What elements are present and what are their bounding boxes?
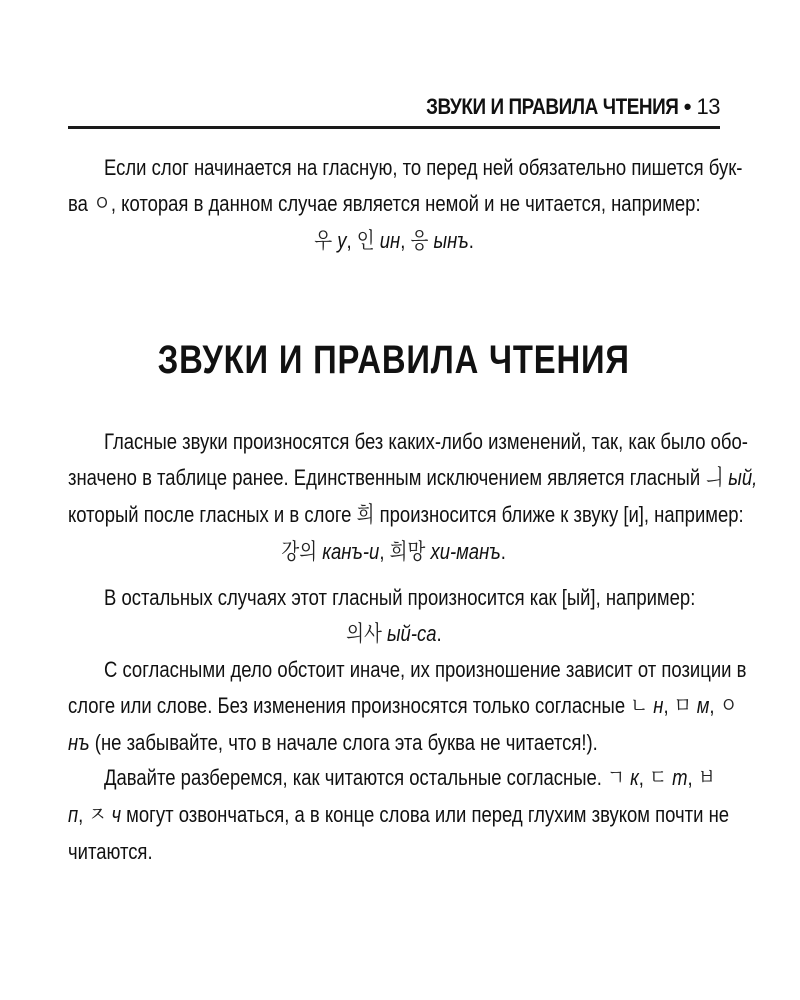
running-header [68,92,720,129]
p4-line-2: п, ㅈ ч могут озвончаться, а в конце слова или перед глухим звуком почти не [68,802,730,828]
korean-letter: ㄷ [649,766,667,791]
paragraph-consonants [68,652,747,761]
korean-letter: ㄴ [630,694,649,719]
korean-letter: ㅁ [673,694,692,719]
p3-line-2: слоге или слове. Без изменения произносятся только согласные ㄴ н, ㅁ м, ㅇ [68,693,738,719]
korean-letter: ㅂ [697,766,716,791]
korean-letter: ㅢ [705,466,724,491]
paragraph-voicing [68,760,730,870]
p1-line-2: значено в таблице ранее. Единственным исключением является гласный ㅢ ый, [68,465,758,491]
p4-line-3: читаются. [68,839,153,864]
p4-line-1: Давайте разберемся, как читаются остальные согласные. ㄱ к, ㄷ т, ㅂ [104,765,716,791]
paragraph-other-cases [68,580,720,653]
p3-line-1: С согласными дело обстоит иначе, их произношение зависит от позиции в [104,657,747,682]
korean-letter: ㅇ [93,192,111,217]
intro-line-2: ва ㅇ, которая в данном случае является немой и не читается, например: [68,191,701,217]
korean-example: 희망 [389,540,426,565]
korean-letter: ㅇ [719,694,738,719]
korean-example: 인 [356,229,375,254]
paragraph-vowels [68,424,758,571]
page-number: 13 [696,94,720,119]
p1-examples: 강의 канъ-и, 희망 хи-манъ. [281,539,507,565]
running-header-title: ЗВУКИ И ПРАВИЛА ЧТЕНИЯ [425,94,679,119]
p3-line-3: нъ (не забывайте, что в начале слога эта буква не читается!). [68,730,598,755]
p1-line-3: который после гласных и в слоге 희 произносится ближе к звуку [и], например: [68,502,744,528]
korean-example: 응 [410,229,429,254]
section-heading: ЗВУКИ И ПРАВИЛА ЧТЕНИЯ [158,338,630,382]
korean-letter: ㄱ [607,766,625,791]
intro-paragraph [68,150,743,260]
p2-line-1: В остальных случаях этот гласный произносится как [ый], например: [104,585,696,610]
p1-line-1: Гласные звуки произносятся без каких-либо изменений, так, как было обо- [104,429,748,454]
korean-example: 강의 [281,540,318,565]
intro-examples: 우 у, 인 ин, 응 ынъ. [314,228,474,254]
intro-line-1: Если слог начинается на гласную, то перед ней обязательно пишется бук- [104,155,743,180]
korean-letter: ㅈ [88,803,107,828]
p2-example: 의사 ый-са. [346,621,442,647]
korean-example: 의사 [346,622,382,647]
korean-example: 우 [314,229,333,254]
header-bullet: • [683,94,691,119]
korean-syllable: 희 [356,503,375,528]
